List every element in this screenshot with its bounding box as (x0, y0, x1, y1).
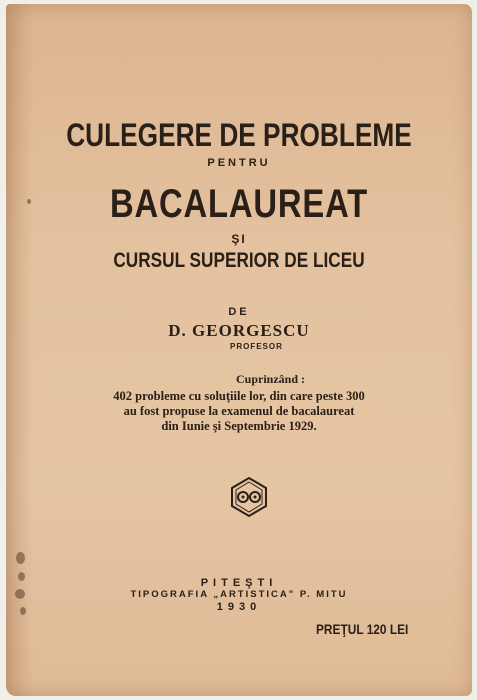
contents-line: 402 probleme cu soluţiile lor, din care peste 300 (113, 389, 365, 403)
publication-year: 1930 (216, 601, 262, 613)
contents-heading: Cuprinzând : (236, 372, 306, 386)
printer-ornament-icon (228, 476, 270, 518)
title-line-3: CURSUL SUPERIOR DE LICEU (113, 249, 365, 272)
word-pentru: PENTRU (207, 157, 271, 169)
contents-line: din Iunie şi Septembrie 1929. (161, 419, 317, 433)
word-de: DE (228, 306, 250, 318)
contents-line: au fost propuse la examenul de bacalaureat (123, 404, 355, 418)
author-name: D. GEORGESCU (168, 321, 310, 340)
word-si: ŞI (231, 232, 247, 246)
publisher-city: PITEŞTI (200, 577, 278, 589)
publisher-name: TIPOGRAFIA „ARTISTICA" P. MITU (130, 589, 348, 600)
book-cover (6, 4, 472, 696)
title-line-2: BACALAUREAT (109, 182, 369, 226)
author-title: PROFESOR (230, 342, 283, 351)
title-line-1: CULEGERE DE PROBLEME (66, 117, 412, 153)
stain-mark (27, 199, 31, 204)
stain-mark (16, 552, 25, 564)
price-label: PREŢUL 120 LEI (316, 621, 409, 637)
